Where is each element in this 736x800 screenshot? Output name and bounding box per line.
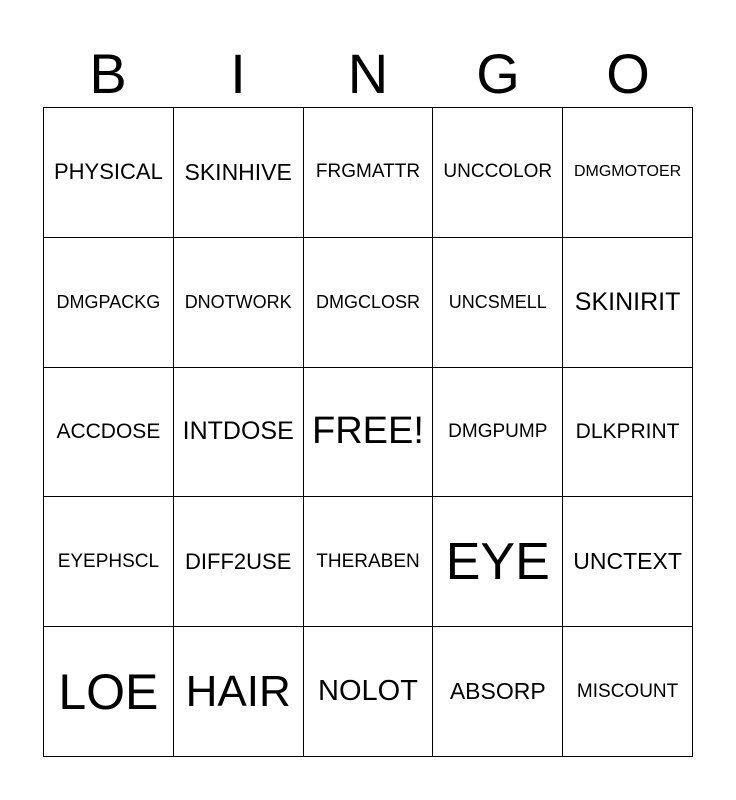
bingo-cell[interactable] xyxy=(174,238,304,368)
cell-label: MISCOUNT xyxy=(576,680,679,702)
bingo-cell[interactable] xyxy=(174,368,304,498)
bingo-cell[interactable] xyxy=(304,497,434,627)
bingo-header xyxy=(43,40,693,108)
cell-label: HAIR xyxy=(185,666,291,716)
cell-label: EYEPHSCL xyxy=(57,550,160,572)
bingo-cell[interactable] xyxy=(304,627,434,757)
bingo-grid xyxy=(43,107,693,757)
cell-label: DMGCLOSR xyxy=(315,291,420,312)
cell-label: DMGPACKG xyxy=(56,291,161,312)
free-space-cell[interactable] xyxy=(304,368,434,498)
cell-label: DMGPUMP xyxy=(448,420,548,442)
bingo-cell[interactable] xyxy=(433,108,563,238)
cell-label: DNOTWORK xyxy=(184,291,292,312)
bingo-cell[interactable] xyxy=(174,108,304,238)
header-letter-i: I xyxy=(230,42,246,105)
bingo-cell[interactable] xyxy=(304,108,434,238)
cell-label: DIFF2USE xyxy=(185,548,292,574)
header-letter-g: G xyxy=(476,42,520,105)
cell-label: PHYSICAL xyxy=(53,159,163,185)
cell-label: FRGMATTR xyxy=(315,161,421,183)
cell-label: UNCCOLOR xyxy=(443,161,553,183)
bingo-cell[interactable] xyxy=(44,238,174,368)
cell-label: ABSORP xyxy=(449,678,546,705)
bingo-cell[interactable] xyxy=(563,627,693,757)
header-letter-n: N xyxy=(347,42,389,105)
bingo-cell[interactable] xyxy=(563,108,693,238)
cell-label: ACCDOSE xyxy=(56,419,161,443)
bingo-cell[interactable] xyxy=(563,368,693,498)
cell-label: DLKPRINT xyxy=(575,419,680,443)
cell-label: THERABEN xyxy=(316,550,420,572)
bingo-cell[interactable] xyxy=(174,627,304,757)
cell-label: NOLOT xyxy=(318,675,418,708)
cell-label: UNCTEXT xyxy=(573,548,682,575)
free-space-label: FREE! xyxy=(312,410,424,453)
bingo-cell[interactable] xyxy=(44,368,174,498)
cell-label: UNCSMELL xyxy=(448,291,547,312)
cell-label: INTDOSE xyxy=(182,417,294,446)
bingo-cell[interactable] xyxy=(44,108,174,238)
cell-label: EYE xyxy=(445,532,550,591)
bingo-cell[interactable] xyxy=(44,627,174,757)
bingo-cell[interactable] xyxy=(304,238,434,368)
bingo-cell[interactable] xyxy=(563,497,693,627)
cell-label: SKINHIVE xyxy=(184,158,292,185)
bingo-cell[interactable] xyxy=(433,238,563,368)
cell-label: LOE xyxy=(58,663,159,720)
header-letter-o: O xyxy=(606,42,650,105)
bingo-cell[interactable] xyxy=(44,497,174,627)
bingo-cell[interactable] xyxy=(433,368,563,498)
bingo-cell[interactable] xyxy=(433,497,563,627)
cell-label: DMGMOTOER xyxy=(573,163,682,181)
bingo-cell[interactable] xyxy=(563,238,693,368)
bingo-cell[interactable] xyxy=(174,497,304,627)
header-letter-b: B xyxy=(89,42,127,105)
bingo-cell[interactable] xyxy=(433,627,563,757)
cell-label: SKINIRIT xyxy=(574,287,681,316)
